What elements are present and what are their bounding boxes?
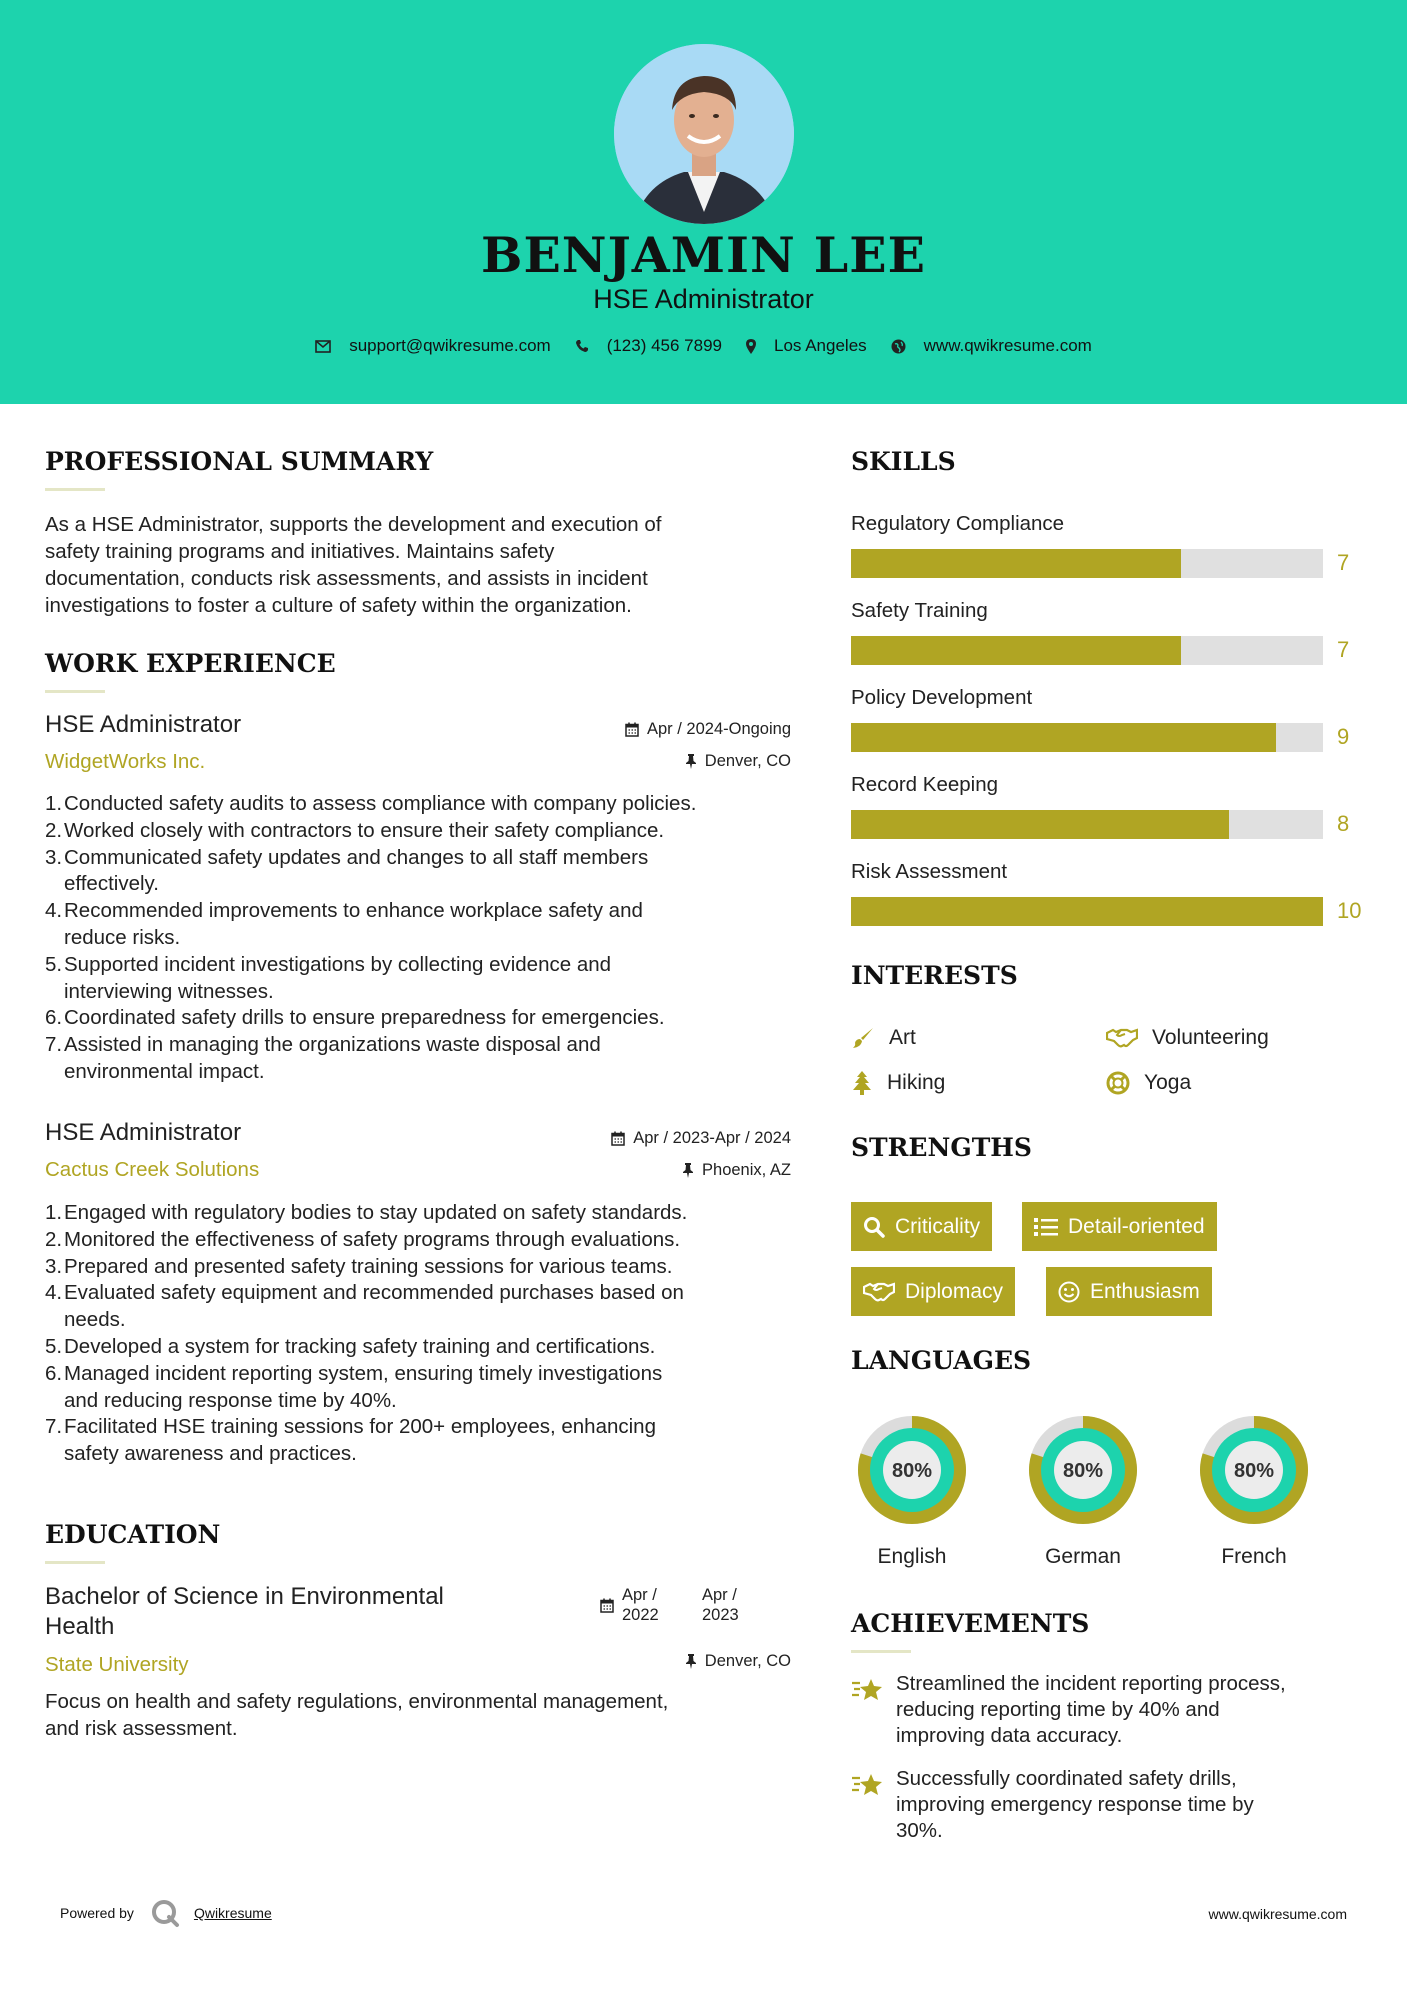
strength-label: Criticality [895, 1214, 981, 1238]
list-line: reduce risks. [64, 925, 181, 949]
start-date-line: 2022 [622, 1606, 659, 1624]
language-ring [1022, 1409, 1144, 1531]
strength-chip [851, 1267, 1015, 1316]
list-number: 2. [45, 818, 63, 842]
skill-name: Regulatory Compliance [851, 512, 1065, 535]
interest-item [851, 1071, 945, 1095]
achievement-item [896, 1671, 1286, 1749]
list-number: 4. [45, 899, 63, 923]
location-text: Phoenix, AZ [702, 1161, 791, 1179]
list-item [45, 1280, 687, 1334]
company-name: WidgetWorks Inc. [45, 750, 206, 773]
achievement-line: Streamlined the incident reporting process, [896, 1672, 1286, 1695]
experience-heading: WORK EXPERIENCE [45, 649, 336, 678]
languages-heading: LANGUAGES [851, 1346, 1032, 1375]
interest-item [1106, 1071, 1191, 1095]
education-dates [600, 1585, 739, 1625]
summary-heading: PROFESSIONAL SUMMARY [45, 447, 434, 476]
end-date [702, 1585, 739, 1625]
phone-text: (123) 456 7899 [606, 336, 723, 355]
skill-name: Policy Development [851, 686, 1033, 709]
list-item [45, 898, 696, 952]
description-line: Focus on health and safety regulations, environmental management, [45, 1690, 669, 1713]
list-line: needs. [64, 1308, 126, 1332]
calendar-icon [600, 1598, 614, 1613]
skill-bar-track [851, 897, 1323, 926]
powered-by-text: Powered by [60, 1905, 134, 1921]
language-name: German [1045, 1545, 1121, 1568]
contact-phone[interactable] [575, 336, 722, 356]
job-location [685, 752, 791, 771]
smile-icon [1058, 1281, 1080, 1303]
list-line: Developed a system for tracking safety training and certifications. [64, 1334, 656, 1358]
list-number: 7. [45, 1415, 63, 1439]
summary-text [45, 511, 662, 619]
list-line: Prepared and presented safety training sessions for various teams. [64, 1254, 673, 1278]
experience-underline [45, 690, 105, 693]
list-item [45, 1254, 687, 1281]
list-line: Supported incident investigations by collecting evidence and [64, 952, 612, 976]
progress-ring-icon [1022, 1409, 1144, 1531]
list-line: Facilitated HSE training sessions for 200+ employees, enhancing [64, 1415, 656, 1439]
strength-chip [1022, 1202, 1217, 1251]
strength-label: Enthusiasm [1090, 1279, 1200, 1303]
achievement-line: reducing reporting time by 40% and [896, 1698, 1220, 1721]
profile-photo [614, 44, 794, 224]
list-line: Conducted safety audits to assess compliance with company policies. [64, 792, 697, 815]
list-line: Engaged with regulatory bodies to stay updated on safety standards. [64, 1201, 688, 1224]
interest-label: Art [889, 1026, 916, 1049]
language-ring [851, 1409, 973, 1531]
achievement-line: Successfully coordinated safety drills, [896, 1767, 1237, 1790]
skill-name: Risk Assessment [851, 860, 1008, 883]
list-item [45, 818, 696, 845]
list-line: Monitored the effectiveness of safety programs through evaluations. [64, 1227, 681, 1251]
achievements-underline [851, 1650, 911, 1653]
strength-chip [1046, 1267, 1212, 1316]
list-item [45, 1334, 687, 1361]
language-percent: 80% [1062, 1460, 1104, 1482]
list-item [45, 952, 696, 1006]
list-line: Managed incident reporting system, ensuring timely investigations [64, 1361, 663, 1385]
dates-text: Apr / 2023-Apr / 2024 [633, 1129, 791, 1147]
summary-line: safety training programs and initiatives. Maintains safety [45, 540, 555, 563]
list-number: 2. [45, 1227, 63, 1251]
handshake-icon [1106, 1027, 1138, 1049]
list-line: Worked closely with contractors to ensure their safety compliance. [64, 818, 665, 842]
company-name: Cactus Creek Solutions [45, 1158, 260, 1181]
list-item [45, 1414, 687, 1468]
list-item [45, 845, 696, 899]
interest-label: Hiking [887, 1071, 946, 1094]
description-line: and risk assessment. [45, 1717, 238, 1740]
list-line: and reducing response time by 40%. [64, 1388, 397, 1412]
contact-website[interactable] [891, 336, 1092, 356]
list-number: 4. [45, 1281, 63, 1305]
skill-bar-fill [851, 810, 1229, 839]
location-text: Denver, CO [704, 1652, 791, 1670]
summary-underline [45, 488, 105, 491]
list-line: environmental impact. [64, 1059, 265, 1083]
envelope-icon [315, 340, 331, 353]
star-badge-icon [851, 1771, 883, 1799]
footer-website[interactable]: www.qwikresume.com [1208, 1906, 1347, 1922]
list-line: Recommended improvements to enhance workplace safety and [64, 899, 643, 923]
skill-bar-track [851, 723, 1323, 752]
list-line: Coordinated safety drills to ensure preparedness for emergencies. [64, 1006, 665, 1030]
tree-icon [851, 1071, 873, 1095]
skills-heading: SKILLS [851, 447, 956, 476]
website-text: www.qwikresume.com [923, 336, 1092, 355]
list-line: Communicated safety updates and changes to all staff members [64, 845, 649, 869]
progress-ring-icon [1193, 1409, 1315, 1531]
start-date [622, 1585, 702, 1625]
interest-label: Yoga [1144, 1071, 1192, 1094]
summary-line: documentation, conducts risk assessments, and assists in incident [45, 567, 648, 590]
end-date-line: Apr / [702, 1586, 737, 1604]
job-dates [625, 720, 791, 739]
resume-header [0, 0, 1407, 404]
achievement-item [896, 1766, 1254, 1844]
pushpin-icon [682, 1163, 694, 1178]
handshake-icon [863, 1281, 895, 1303]
strengths-heading: STRENGTHS [851, 1133, 1032, 1162]
education-heading: EDUCATION [45, 1520, 221, 1549]
interest-item [851, 1026, 916, 1050]
candidate-role: HSE Administrator [593, 284, 814, 314]
search-icon [863, 1216, 885, 1238]
strength-label: Diplomacy [905, 1279, 1004, 1303]
strength-chip [851, 1202, 992, 1251]
job-duties-list [45, 1200, 687, 1468]
skill-bar-track [851, 810, 1323, 839]
calendar-icon [611, 1131, 625, 1146]
education-description [45, 1688, 668, 1742]
progress-ring-icon [851, 1409, 973, 1531]
start-date-line: Apr / [622, 1586, 657, 1604]
contact-email[interactable] [315, 336, 551, 356]
list-number: 3. [45, 845, 63, 869]
map-pin-icon [746, 339, 756, 354]
candidate-name: BENJAMIN LEE [481, 226, 926, 284]
achievements-heading: ACHIEVEMENTS [851, 1609, 1090, 1638]
skill-name: Record Keeping [851, 773, 999, 796]
list-number: 5. [45, 952, 63, 976]
achievement-icon [851, 1771, 883, 1804]
achievement-line: improving emergency response time by [896, 1793, 1254, 1816]
location-text: Los Angeles [774, 336, 867, 355]
degree-line: Health [45, 1613, 115, 1640]
list-item [45, 1200, 687, 1227]
list-number: 5. [45, 1334, 63, 1358]
language-name: English [877, 1545, 947, 1568]
skill-bar-fill [851, 549, 1181, 578]
language-percent: 80% [1233, 1460, 1275, 1482]
skill-bar-fill [851, 636, 1181, 665]
skill-value: 9 [1337, 724, 1350, 749]
list-line: effectively. [64, 872, 159, 896]
end-date-line: 2023 [702, 1606, 739, 1624]
language-ring [1193, 1409, 1315, 1531]
job-dates [611, 1129, 791, 1148]
education-underline [45, 1561, 105, 1564]
globe-icon [891, 339, 906, 354]
list-line: Assisted in managing the organizations waste disposal and [64, 1033, 601, 1057]
list-line: Evaluated safety equipment and recommended purchases based on [64, 1281, 684, 1305]
skill-value: 7 [1337, 550, 1350, 575]
list-line: interviewing witnesses. [64, 979, 274, 1003]
pushpin-icon [685, 1654, 697, 1669]
location-text: Denver, CO [704, 752, 791, 770]
list-number: 1. [45, 792, 63, 815]
list-number: 7. [45, 1033, 63, 1057]
degree-title [45, 1582, 444, 1642]
job-duties-list [45, 791, 696, 1086]
list-number: 1. [45, 1201, 63, 1224]
skill-value: 10 [1337, 898, 1362, 923]
dates-text: Apr / 2024-Ongoing [646, 720, 791, 738]
skill-bar-fill [851, 897, 1323, 926]
list-item [45, 1361, 687, 1415]
skill-bar-track [851, 636, 1323, 665]
list-item [45, 1227, 687, 1254]
achievement-line: improving data accuracy. [896, 1724, 1123, 1747]
brand-link[interactable]: Qwikresume [193, 1905, 272, 1921]
interest-label: Volunteering [1152, 1026, 1269, 1049]
job-title: HSE Administrator [45, 711, 242, 738]
skill-bar-fill [851, 723, 1276, 752]
list-item [45, 791, 696, 818]
job-location [682, 1161, 791, 1180]
person-portrait-icon [614, 44, 794, 224]
job-title: HSE Administrator [45, 1119, 242, 1146]
list-number: 6. [45, 1006, 63, 1030]
degree-line: Bachelor of Science in Environmental [45, 1583, 444, 1610]
qwikresume-logo-icon [150, 1898, 180, 1928]
email-text: support@qwikresume.com [349, 336, 551, 355]
list-item [45, 1032, 696, 1086]
list-icon [1034, 1217, 1058, 1237]
language-name: French [1221, 1545, 1287, 1568]
contact-bar [0, 336, 1407, 356]
education-location [685, 1652, 791, 1671]
paintbrush-icon [851, 1026, 875, 1050]
achievement-icon [851, 1676, 883, 1709]
language-percent: 80% [891, 1460, 933, 1482]
interest-item [1106, 1026, 1269, 1050]
phone-icon [575, 339, 589, 353]
list-line: safety awareness and practices. [64, 1442, 357, 1466]
list-number: 3. [45, 1254, 63, 1278]
pushpin-icon [685, 754, 697, 769]
list-number: 6. [45, 1361, 63, 1385]
skill-bar-track [851, 549, 1323, 578]
footer-branding [60, 1898, 272, 1928]
list-item [45, 1005, 696, 1032]
calendar-icon [625, 722, 639, 737]
interests-heading: INTERESTS [851, 961, 1018, 990]
star-badge-icon [851, 1676, 883, 1704]
lifebuoy-icon [1106, 1071, 1130, 1095]
skill-value: 7 [1337, 637, 1350, 662]
contact-location [746, 336, 867, 356]
skill-value: 8 [1337, 811, 1350, 836]
summary-line: investigations to foster a culture of safety within the organization. [45, 594, 632, 617]
achievement-line: 30%. [896, 1819, 943, 1842]
school-name: State University [45, 1653, 189, 1676]
summary-line: As a HSE Administrator, supports the development and execution of [45, 513, 662, 536]
skill-name: Safety Training [851, 599, 988, 622]
strength-label: Detail-oriented [1068, 1214, 1205, 1238]
